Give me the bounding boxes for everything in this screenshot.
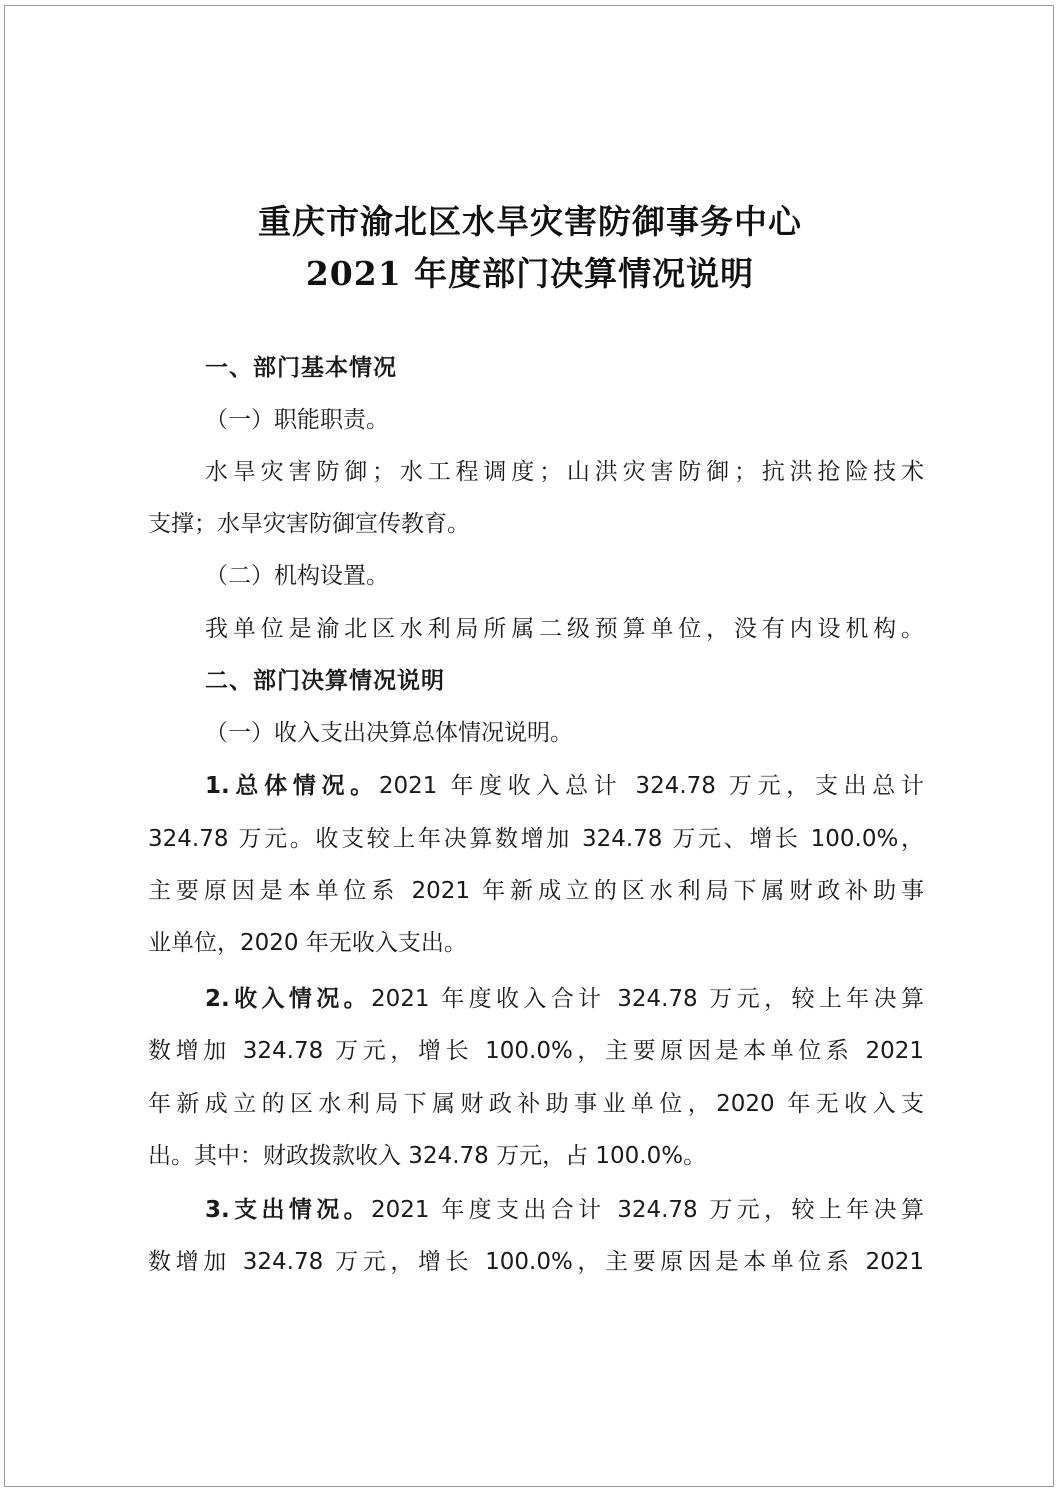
paragraph-income-first-line: 2.收入情况。2021 年度收入合计 324.78 万元，较上年决算 xyxy=(205,986,924,1012)
paragraph-lead: 1.总体情况。 xyxy=(205,773,379,799)
subheading-overall: （一）收入支出决算总体情况说明。 xyxy=(205,720,573,746)
paragraph-line: 数增加 324.78 万元，增长 100.0%，主要原因是本单位系 2021 xyxy=(148,1038,924,1064)
paragraph-expense-first-line: 3.支出情况。2021 年度支出合计 324.78 万元，较上年决算 xyxy=(205,1197,924,1223)
organization-text: 我单位是渝北区水利局所属二级预算单位，没有内设机构。 xyxy=(205,616,924,642)
paragraph-line: 业单位，2020 年无收入支出。 xyxy=(148,930,467,956)
duties-text-line: 水旱灾害防御；水工程调度；山洪灾害防御；抗洪抢险技术 xyxy=(205,459,924,485)
paragraph-line: 数增加 324.78 万元，增长 100.0%，主要原因是本单位系 2021 xyxy=(148,1249,924,1275)
paragraph-line: 出。其中：财政拨款收入 324.78 万元，占 100.0%。 xyxy=(148,1143,707,1169)
paragraph-line: 主要原因是本单位系 2021 年新成立的区水利局下属财政补助事 xyxy=(148,878,924,904)
paragraph-lead: 3.支出情况。 xyxy=(205,1197,372,1223)
paragraph-overall-first-line: 1.总体情况。2021 年度收入总计 324.78 万元，支出总计 xyxy=(205,773,924,799)
paragraph-lead: 2.收入情况。 xyxy=(205,986,372,1012)
subheading-organization: （二）机构设置。 xyxy=(205,563,389,589)
document-title-line-1: 重庆市渝北区水旱灾害防御事务中心 xyxy=(258,202,802,241)
subheading-duties: （一）职能职责。 xyxy=(205,407,389,433)
section-heading-final-accounts: 二、部门决算情况说明 xyxy=(205,668,445,694)
duties-text-line: 支撑；水旱灾害防御宣传教育。 xyxy=(148,511,470,537)
paragraph-line: 324.78 万元。收支较上年决算数增加 324.78 万元、增长 100.0%， xyxy=(148,826,924,852)
section-heading-basic-info: 一、部门基本情况 xyxy=(205,355,397,381)
document-title-line-2: 2021 年度部门决算情况说明 xyxy=(305,254,755,293)
paragraph-line: 年新成立的区水利局下属财政补助事业单位，2020 年无收入支 xyxy=(148,1091,924,1117)
